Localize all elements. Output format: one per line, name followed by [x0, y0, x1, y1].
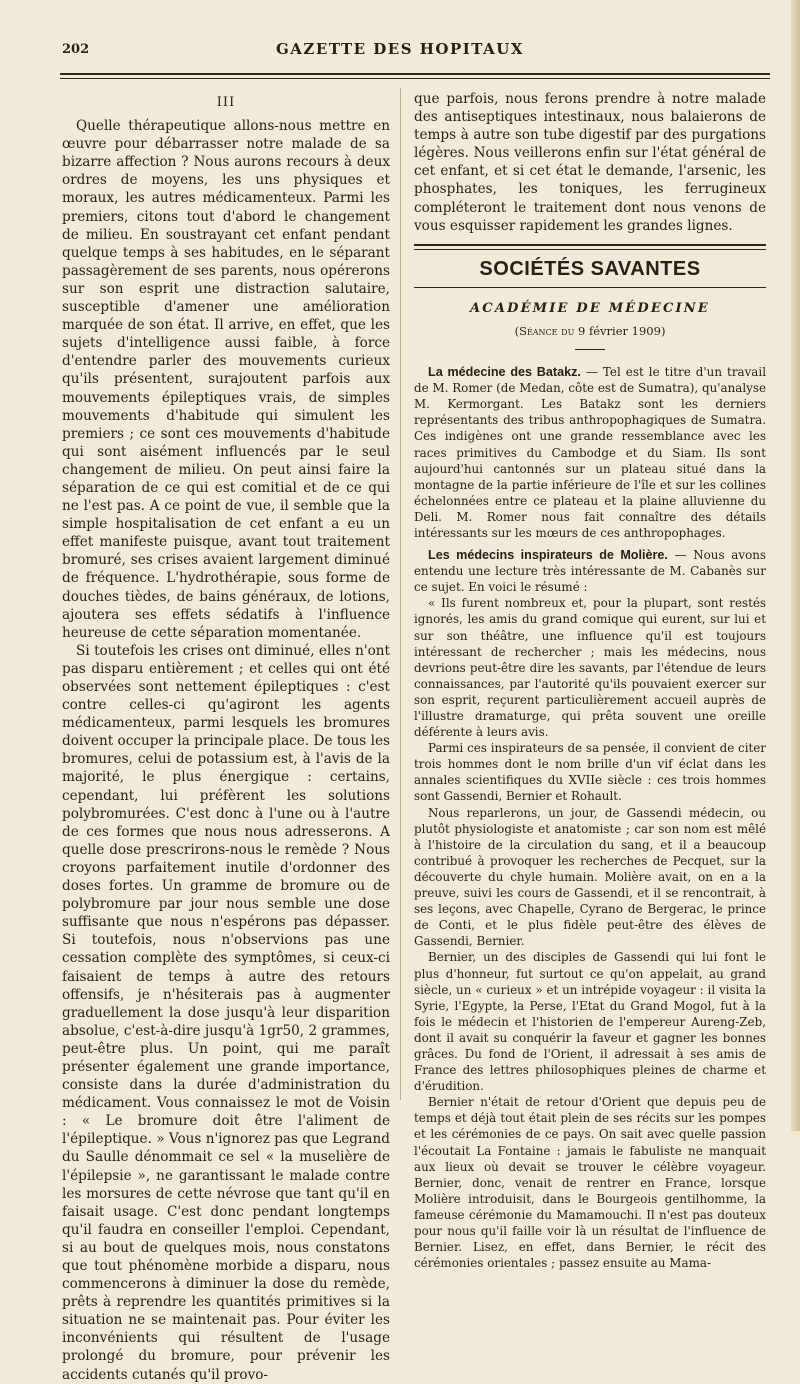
item-text: — Tel est le titre d'un travail de M. Romer (de Medan, côte est de Sumatra), qu'analyse M. Kermorgant. Les Batakz sont les derniers représentants des tribus anthropophagiques de Sumatra. Ces indigènes ont une grande ressemblance avec les races primitives du Cambodge et du Siam. Ils sont aujourd'hui cantonnés sur un plateau situé dans la montagne de la partie inférieure de l'île et sur les collines échelonnées entre ce plateau et la plaine alluvienne du Deli. M. Romer nous fait connaître des détails intéressants sur les mœurs de ces anthropophages. [414, 365, 767, 540]
item-heading: Les médecins inspirateurs de Molière. [428, 548, 668, 563]
body-paragraph: Quelle thérapeutique allons-nous mettre en œuvre pour débarrasser notre malade de sa bizarre affection ? Nous aurons recours à deux ordres de moyens, les uns physiques et moraux, les autres médicamenteux. Parmi les premiers, citons tout d'abord le changement de milieu. En soustrayant cet enfant pendant quelque temps à ses habitudes, en le séparant passagèrement de ses parents, nous opérerons sur son esprit une distraction salutaire, susceptible d'amener une amélioration marquée de son état. Il arrive, en effet, que les sujets d'intelligence aussi faible, à force d'entendre parler des mouvements curieux qu'ils présentent, surajoutent parfois aux mouvements épileptiques vrais, de simples mouvements d'habitude qui simulent les premiers ; ce sont ces mouvements d'habitude qui sont aisément influencés par le seul changement de milieu. On peut ainsi faire la séparation de ce qui est comitial et de ce qui ne l'est pas. A ce point de vue, il semble que la simple hospitalisation de cet enfant a eu un effet manifeste puisque, avant tout traitement bromuré, ses crises avaient largement diminué de fréquence. L'hydrothérapie, sous forme de douches tièdes, de bains généraux, de lotions, ajoutera ses effets sédatifs à l'influence heureuse de cette séparation momentanée. [62, 118, 390, 641]
right-column [414, 90, 766, 1271]
article-moliere [414, 547, 766, 1271]
short-rule [575, 349, 605, 350]
section-title: SOCIÉTÉS SAVANTES [479, 257, 701, 280]
section-title-rule [414, 287, 766, 288]
column-divider [400, 88, 401, 1100]
body-paragraph: Bernier, un des disciples de Gassendi qui lui font le plus d'honneur, fut surtout ce qu'on appelait, au grand siècle, un « curieux » et un intrépide voyageur : il visita la Syrie, l'Egypte, la Perse, l'Etat du Grand Mogol, fut à la fois le médecin et l'historien de l'empereur Aureng-Zeb, dont il avait su conquérir la faveur et gagner les bonnes grâces. Du fond de l'Orient, il adressait à ses amis de France des lettres philosophiques pleines de charme et d'érudition. [414, 950, 766, 1094]
header-rule [60, 73, 770, 75]
article-batakz [414, 364, 766, 541]
body-paragraph: Si toutefois les crises ont diminué, elles n'ont pas disparu entièrement ; et celles qui ont été observées sont nettement épileptiques : c'est contre celles-ci qu'agiront les agents médicamenteux, parmi lesquels les bromures doivent occuper la principale place. De tous les bromures, celui de potassium est, à l'avis de la majorité, le plus énergique : certains, cependant, lui préfèrent les solutions polybromurées. C'est donc à l'une ou à l'autre de ces formes que nous nous adresserons. A quelle dose prescrirons-nous le remède ? Nous croyons parfaitement inutile d'ordonner des doses fortes. Un gramme de bromure ou de polybromure par jour nous semble une dose suffisante que nous n'espérons pas dépasser. Si toutefois, nous n'observions pas une cessation complète des symptômes, si ceux-ci faisaient de temps à autre des retours offensifs, je n'hésiterais pas à augmenter graduellement la dose jusqu'à leur disparition absolue, c'est-à-dire jusqu'à 1gr50, 2 grammes, peut-être plus. Un point, qui me paraît présenter également une grande importance, consiste dans la durée d'administration du médicament. Vous connaissez le mot de Voisin : « Le bromure doit être l'aliment de l'épileptique. » Vous n'ignorez pas que Legrand du Saulle dénommait ce sel « la muselière de l'épilepsie », ne garantissant le malade contre les morsures de cette névrose que tant qu'il en faisait usage. C'est donc pendant longtemps qu'il faudra en conseiller l'emploi. Cependant, si au bout de quelques mois, nous constatons que tout phénomène morbide a disparu, nous commencerons à diminuer la dose du remède, prêts à reprendre les quantités primitives si la situation ne se maintenait pas. Pour éviter les inconvénients qui résultent de l'usage prolongé du bromure, pour prévenir les accidents cutanés qu'il provo- [62, 642, 390, 1383]
body-paragraph: Nous reparlerons, un jour, de Gassendi médecin, ou plutôt physiologiste et anatomiste ; car son nom est mêlé à l'histoire de la circulation du sang, et il a beaucoup contribué à provoquer les recherches de Pecquet, sur la découverte du chyle humain. Molière avait, on en a la preuve, suivi les cours de Gassendi, et il se rencontrait, à ses leçons, avec Chapelle, Cyrano de Bergerac, le prince de Conti, et le plus fidèle peut-être des élèves de Gassendi, Bernier. [414, 805, 766, 949]
body-paragraph: Bernier n'était de retour d'Orient que depuis peu de temps et déjà tout était plein de ses récits sur les pompes et les cérémonies de ce pays. On sait avec quelle passion l'écoutait La Fontaine : jamais le fabuliste ne manquait aux lieux où devait se trouver le célèbre voyageur. Bernier, donc, venait de rentrer en France, lorsque Molière introduisit, dans le Bourgeois gentilhomme, la fameuse cérémonie du Mamamouchi. Il n'est pas douteux pour nous qu'il faille voir là un résultat de l'influence de Bernier. Lisez, en effet, dans Bernier, le récit des cérémonies orientales ; passez ensuite au Mama- [414, 1095, 766, 1271]
seance-paren-close: ) [660, 323, 666, 338]
item-heading: La médecine des Batakz. [428, 365, 581, 380]
body-paragraph: Parmi ces inspirateurs de sa pensée, il convient de citer trois hommes dont le nom brille d'un vif éclat dans les annales scientifiques du XVIIe siècle : ces trois hommes sont Gassendi, Bernier et Rohault. [414, 741, 766, 804]
section-rule [414, 244, 766, 246]
section-number: III [216, 95, 236, 110]
item-text: — Nous avons entendu une lecture très intéressante de M. Cabanès sur ce sujet. En voici le résumé : [414, 548, 767, 595]
page-number: 202 [62, 42, 90, 57]
seance-label: Séance du [519, 323, 575, 338]
academy-title: ACADÉMIE DE MÉDECINE [469, 300, 710, 316]
section-rule-thin [414, 249, 766, 250]
seance-date [414, 322, 766, 340]
journal-title: GAZETTE DES HOPITAUX [275, 40, 524, 58]
header-rule-thin [60, 78, 770, 79]
seance-date-value: 9 février 1909 [578, 323, 661, 338]
left-column [62, 94, 390, 1384]
body-paragraph: que parfois, nous ferons prendre à notre malade des antiseptiques intestinaux, nous balaierons de temps à autre son tube digestif par des purgations légères. Nous veillerons enfin sur l'état général de cet enfant, et si cet état le demande, l'arsenic, les phosphates, les toniques, les ferrugineux compléteront le traitement dont nous venons de vous esquisser rapidement les grandes lignes. [414, 91, 766, 234]
body-paragraph: « Ils furent nombreux et, pour la plupart, sont restés ignorés, les amis du grand comique qui eurent, sur lui et sur son théâtre, une influence qu'il est toujours intéressant de rechercher ; mais les médecins, nous devrions peut-être dire les savants, par l'étendue de leurs connaissances, par l'autorité qu'ils pouvaient exercer sur son esprit, reçurent particulièrement accueil auprès de l'illustre dramaturge, qui prêta souvent une oreille déférente à leurs avis. [414, 596, 766, 740]
seance-paren-open: ( [514, 323, 520, 338]
page-edge [791, 0, 800, 1131]
